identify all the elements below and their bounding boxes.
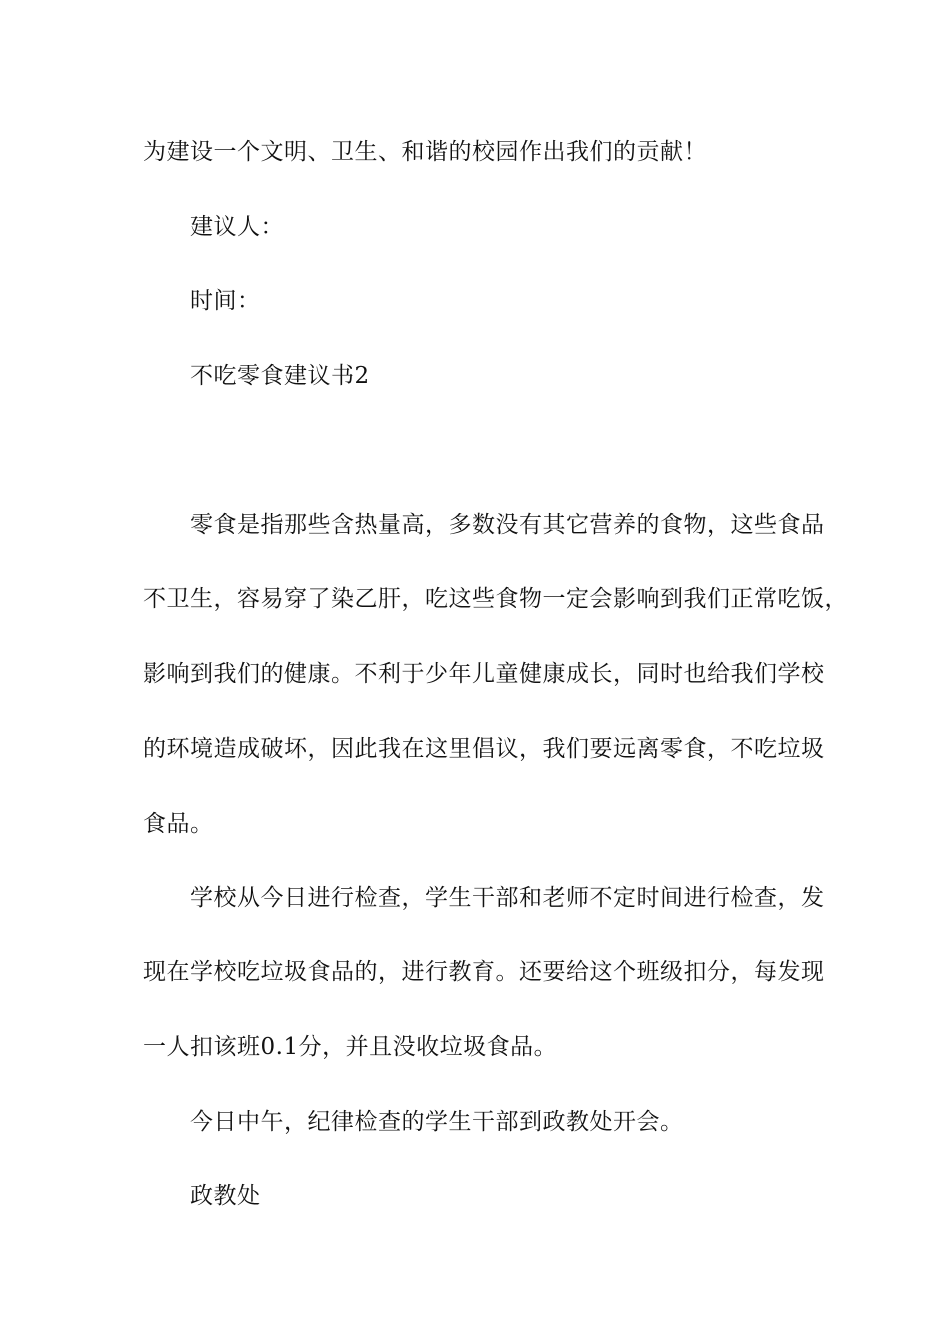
paragraph-line: 不卫生，容易穿了染乙肝，吃这些食物一定会影响到我们正常吃饭， [143, 586, 848, 612]
paragraph-line: 影响到我们的健康。不利于少年儿童健康成长，同时也给我们学校 [143, 661, 825, 687]
paragraph-line: 零食是指那些含热量高，多数没有其它营养的食物，这些食品 [190, 512, 825, 538]
paragraph-line: 今日中午，纪律检查的学生干部到政教处开会。 [190, 1109, 684, 1135]
date-label: 时间： [190, 288, 261, 314]
paragraph-line: 的环境造成破坏，因此我在这里倡议，我们要远离零食，不吃垃圾 [143, 736, 825, 762]
section-title: 不吃零食建议书2 [190, 363, 370, 389]
paragraph-line: 现在学校吃垃圾食品的，进行教育。还要给这个班级扣分，每发现 [143, 959, 825, 985]
closing-sentence: 为建设一个文明、卫生、和谐的校园作出我们的贡献！ [143, 139, 707, 165]
paragraph-line: 学校从今日进行检查，学生干部和老师不定时间进行检查，发 [190, 885, 825, 911]
paragraph-line: 一人扣该班0.1分，并且没收垃圾食品。 [143, 1034, 558, 1060]
paragraph-line: 食品。 [143, 811, 214, 837]
proposer-label: 建议人： [190, 214, 284, 240]
signature-line: 政教处 [190, 1183, 261, 1209]
